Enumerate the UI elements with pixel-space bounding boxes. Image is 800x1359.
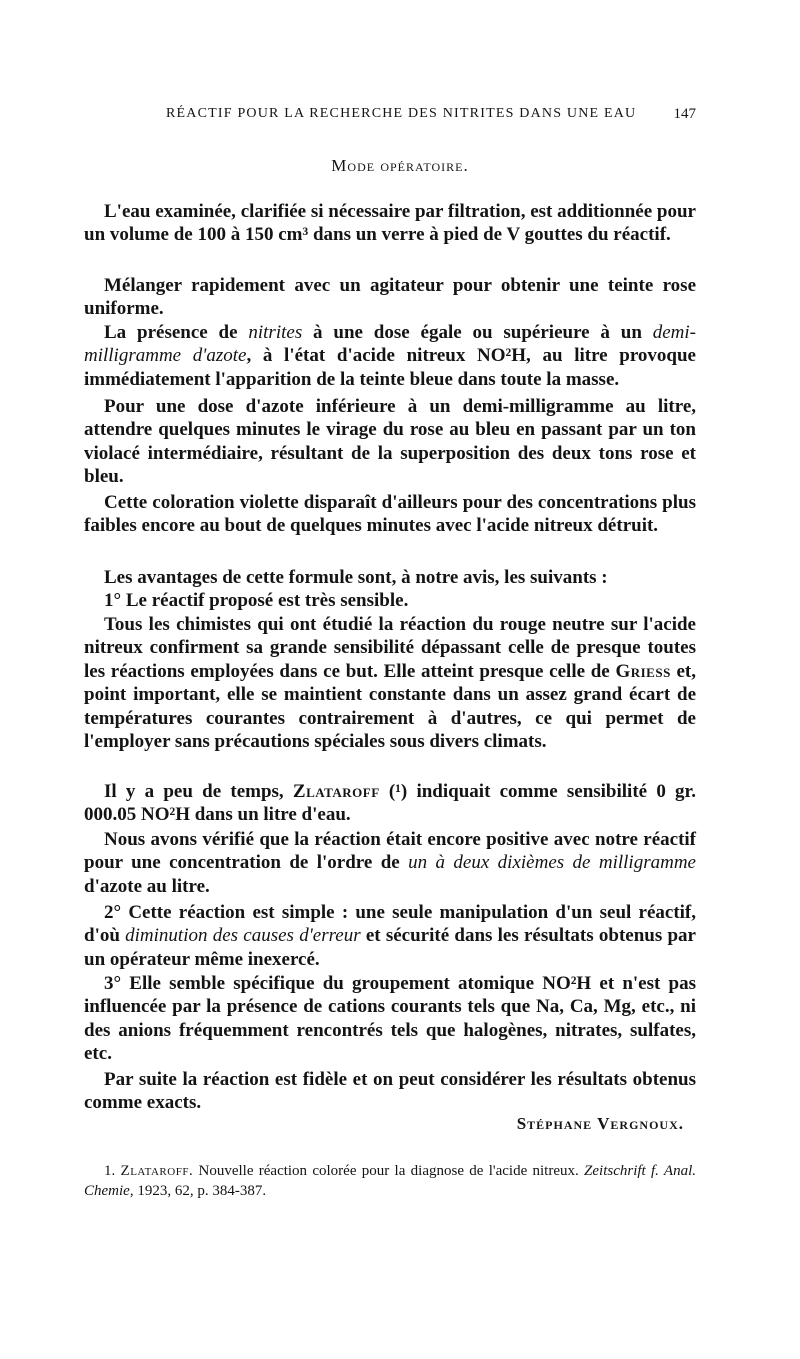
paragraph-sensitivity [84,613,696,753]
italic-term: nitrites [248,322,303,343]
paragraph-advantage-1: 1° Le réactif proposé est très sensible. [104,590,409,611]
paragraph-preparation: L'eau examinée, clarifiée si nécessaire par filtration, est additionnée pour un volume de 100 à 150 cm³ dans un verre à pied de V gouttes du réactif. [84,201,696,246]
paragraph-verification [84,828,696,898]
italic-term: diminution des causes d'erreur [125,925,361,947]
text-span: La présence de [104,322,249,343]
text-span: Il y a peu de temps, [104,781,293,802]
italic-term: demi-milligramme d'azote [84,322,696,367]
text-span: Tous les chimistes qui ont étudié la réaction du rouge neutre sur l'acide nitreux confirment sa grande sensibilité dépassant celle de presque toutes les réactions employées dans ce but. Elle atteint presque celle de [84,614,696,682]
footnote-text: Nouvelle réaction colorée pour la diagnose de l'acide nitreux. [193,1163,585,1179]
text-span: 2° Cette réaction est simple : une seule manipulation d'un seul réactif, d'où [84,902,696,947]
paragraph-advantages-intro: Les avantages de cette formule sont, à notre avis, les suivants : [104,567,608,588]
author-name: Zlataroff [292,781,380,802]
text-span: à une dose égale ou supérieure à un [302,322,653,343]
text-span: Nous avons vérifié que la réaction était encore positive avec notre réactif pour une concentration de l'ordre de [84,829,696,874]
paragraph-violet-coloration: Cette coloration violette disparaît d'ailleurs pour des concentrations plus faibles encore au bout de quelques minutes avec l'acide nitreux détruit. [84,492,696,537]
footnote-journal: Zeitschrift f. Anal. Chemie [84,1163,697,1199]
text-span: , à l'état d'acide nitreux NO²H, au litre provoque immédiatement l'apparition de la teinte bleue dans toute la masse. [84,345,696,390]
footnote-author: Zlataroff. [120,1163,194,1179]
running-head [84,106,696,126]
section-title: Mode opératoire. [331,156,469,175]
text-span: et sécurité dans les résultats obtenus par un opérateur même inexercé. [84,925,696,970]
paragraph-advantage-3: 3° Elle semble spécifique du groupement atomique NO²H et n'est pas influencée par la présence de cations courants tels que Na, Ca, Mg, etc., ni des anions fréquemment rencontrés tels que halogènes, nitrates, sulfates, etc. [84,973,696,1065]
paragraph-low-dose: Pour une dose d'azote inférieure à un demi-milligramme au litre, attendre quelques minutes le virage du rose au bleu en passant par un ton violacé intermédiaire, résultant de la superposition des deux tons rose et bleu. [84,396,696,488]
running-head-title: RÉACTIF POUR LA RECHERCHE DES NITRITES DANS UNE EAU [166,106,637,121]
paragraph-advantage-2 [84,901,696,971]
footnote-number: 1. [104,1163,121,1179]
page-number: 147 [673,106,696,122]
author-name: Griess [615,660,671,682]
paragraph-zlataroff [84,780,696,827]
text-span: et, point important, elle se maintient constante dans un assez grand écart de températures courantes contrairement à d'autres, ce qui permet de l'employer sans précautions spéciales sous divers climats. [84,660,697,753]
text-span: (¹) indiquait comme sensibilité 0 gr. 000.05 NO²H dans un litre d'eau. [84,781,696,826]
paragraph-conclusion: Par suite la réaction est fidèle et on peut considérer les résultats obtenus comme exacts. [84,1069,696,1114]
footnote [84,1161,696,1201]
paragraph-nitrite-presence [84,321,696,391]
author-signature: Stéphane Vergnoux. [516,1114,684,1133]
italic-term: un à deux dixièmes de milligramme [408,852,696,874]
footnote-reference: , 1923, 62, p. 384-387. [129,1183,267,1199]
text-span: d'azote au litre. [84,875,210,897]
paragraph-mixing: Mélanger rapidement avec un agitateur pour obtenir une teinte rose uniforme. [84,275,696,320]
